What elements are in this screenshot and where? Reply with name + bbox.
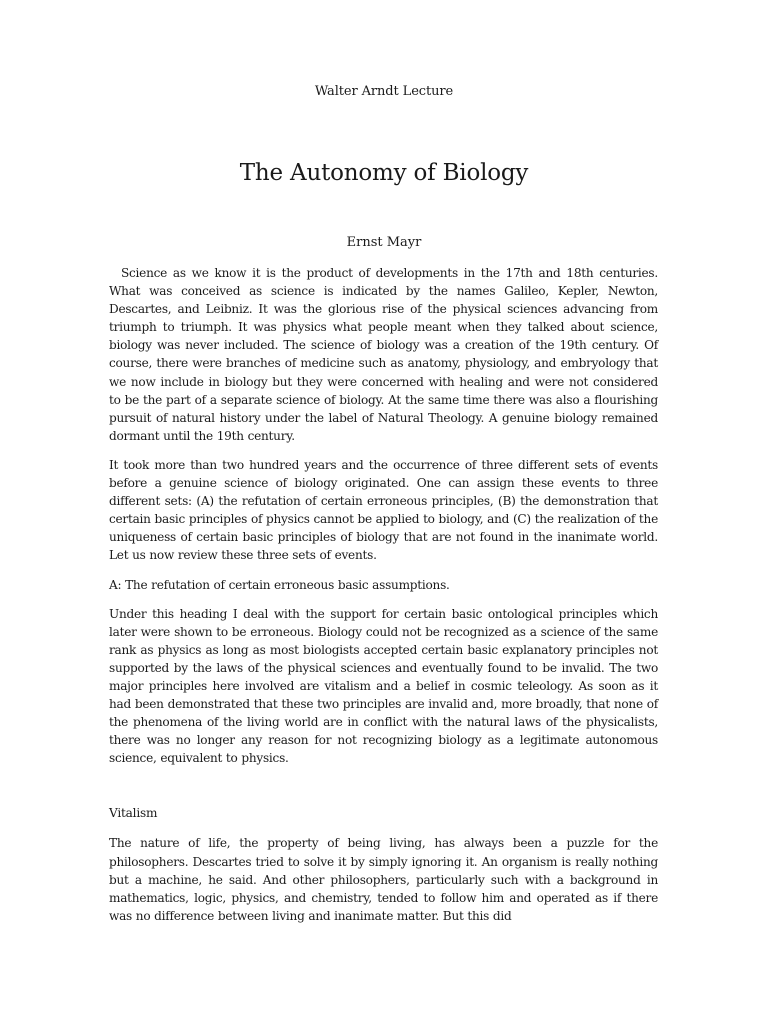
body-text — [109, 264, 658, 936]
paragraph-intro: Science as we know it is the product of developments in the 17th and 18th centuries. What was conceived as science is indicated by the names Galileo, Kepler, Newton, Descartes, and Leibniz. It was the glorious rise of the physical sciences advancing from triumph to triumph. It was physics what people meant when they talked about science, biology was never included. The science of biology was a creation of the 19th century. Of course, there were branches of medicine such as anatomy, physiology, and embryology that we now include in biology but they were concerned with healing and were not considered to be the part of a separate science of biology. At the same time there was also a flourishing pursuit of natural history under the label of Natural Theology. A genuine biology remained dormant until the 19th century. — [109, 266, 658, 443]
paragraph-events: It took more than two hundred years and the occurrence of three different sets of events before a genuine science of biology originated. One can assign these events to three different sets: (A) the refutation of certain erroneous principles, (B) the demonstration that certain basic principles of physics cannot be applied to biology, and (C) the realization of the uniqueness of certain basic principles of biology that are not found in the inanimate world. Let us now review these three sets of events. — [109, 457, 658, 563]
paragraph-vitalism: The nature of life, the property of being living, has always been a puzzle for the philosophers. Descartes tried to solve it by simply ignoring it. An organism is really nothing but a machine, he said. And other philosophers, particularly such with a background in mathematics, logic, physics, and chemistry, tended to follow him and operated as if there was no difference between living and inanimate matter. But this did — [109, 836, 658, 923]
paragraph-erroneous-principles: Under this heading I deal with the support for certain basic ontological principles which later were shown to be erroneous. Biology could not be recognized as a science of the same rank as physics as long as most biologists accepted certain basic explanatory principles not supported by the laws of the physical sciences and eventually found to be invalid. The two major principles here involved are vitalism and a belief in cosmic teleology. As soon as it had been demonstrated that these two principles are invalid and, more broadly, that none of the phenomena of the living world are in conflict with the natural laws of the physicalists, there was no longer any reason for not recognizing biology as a legitimate autonomous science, equivalent to physics. — [109, 606, 658, 766]
subheading-a: A: The refutation of certain erroneous basic assumptions. — [109, 577, 450, 592]
section-heading-vitalism: Vitalism — [109, 806, 158, 821]
author-name: Ernst Mayr — [346, 235, 422, 250]
document-title: The Autonomy of Biology — [239, 160, 529, 186]
lecture-label: Walter Arndt Lecture — [314, 84, 454, 99]
